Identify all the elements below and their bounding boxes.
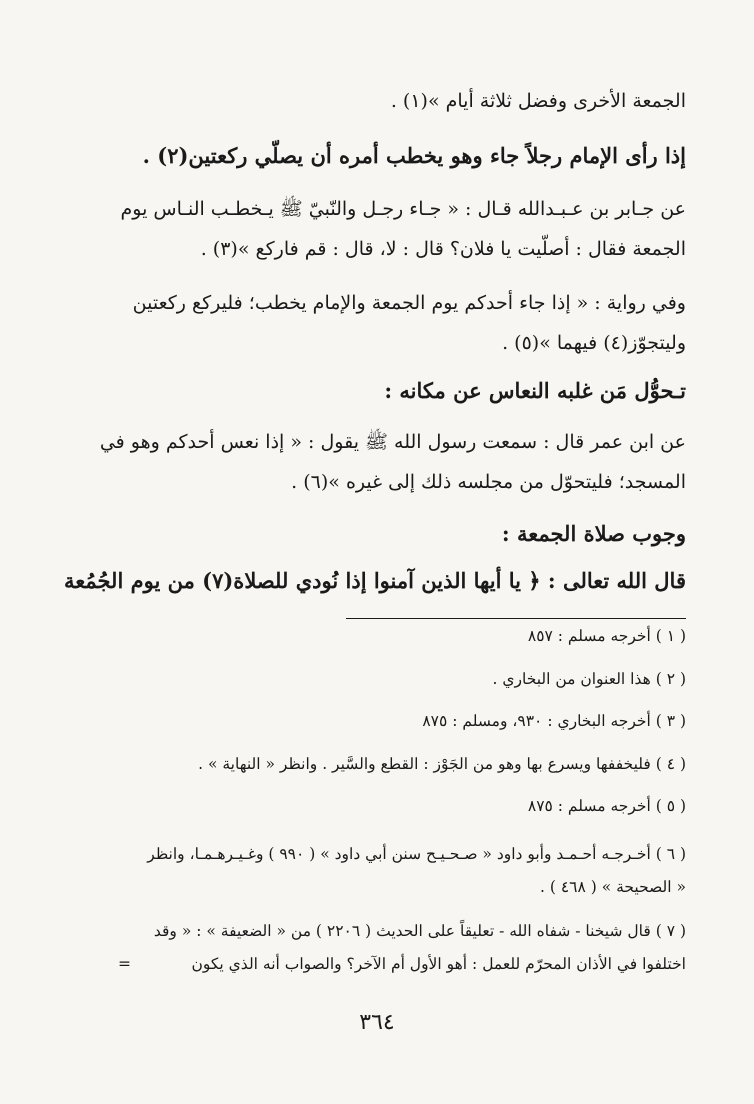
footnote-1: ( ١ ) أخرجه مسلم : ٨٥٧ [527, 627, 686, 645]
body-line-2: عن جـابر بن عـبـدالله قـال : « جـاء رجـل والنّبيّ ﷺ يـخطـب النـاس يوم [120, 198, 686, 220]
continuation-mark: = [118, 955, 131, 973]
footnote-4: ( ٤ ) فليخففها ويسرع بها وهو من الجَوْز : القطع والسَّير . وانظر « النهاية » . [198, 755, 686, 773]
footnote-3: ( ٣ ) أخرجه البخاري : ٩٣٠، ومسلم : ٨٧٥ [422, 712, 686, 730]
body-line-7: المسجد؛ فليتحوّل من مجلسه ذلك إلى غيره »(٦) . [291, 471, 686, 493]
footnote-divider [346, 618, 686, 619]
footnote-7a: ( ٧ ) قال شيخنا - شفاه الله - تعليقاً على الحديث ( ٢٢٠٦ ) من « الضعيفة » : « وقد [153, 922, 686, 940]
body-line-8: قال الله تعالى : ﴿ يا أيها الذين آمنوا إذا نُودي للصلاة(٧) من يوم الجُمُعة [63, 568, 686, 593]
footnote-5: ( ٥ ) أخرجه مسلم : ٨٧٥ [527, 797, 686, 815]
footnote-6a: ( ٦ ) أخـرجـه أحـمـد وأبو داود « صـحـيـح سنن أبي داود » ( ٩٩٠ ) وغـيـرهـمـا، وانظر [147, 845, 686, 863]
footnote-2: ( ٢ ) هذا العنوان من البخاري . [492, 670, 686, 688]
body-line-6: عن ابن عمر قال : سمعت رسول الله ﷺ يقول : « إذا نعس أحدكم وهو في [99, 431, 686, 453]
body-line-1: الجمعة الأخرى وفضل ثلاثة أيام »(١) . [390, 90, 686, 112]
page-number: ٣٦٤ [359, 1010, 395, 1035]
heading-line-3: وجوب صلاة الجمعة : [501, 521, 686, 546]
body-line-5: وليتجوّز(٤) فيهما »(٥) . [502, 332, 686, 354]
heading-line-2: تـحوُّل مَن غلبه النعاس عن مكانه : [384, 378, 686, 403]
heading-line-1: إذا رأى الإمام رجلاً جاء وهو يخطب أمره أن يصلّي ركعتين(٢) . [142, 143, 686, 168]
footnote-6b: « الصحيحة » ( ٤٦٨ ) . [539, 878, 686, 896]
body-line-4: وفي رواية : « إذا جاء أحدكم يوم الجمعة والإمام يخطب؛ فليركع ركعتين [132, 292, 686, 314]
body-line-3: الجمعة فقال : أصلّيت يا فلان؟ قال : لا، قال : قم فاركع »(٣) . [200, 238, 686, 260]
footnote-7b: اختلفوا في الأذان المحرّم للعمل : أهو الأول أم الآخر؟ والصواب أنه الذي يكون [191, 955, 686, 973]
